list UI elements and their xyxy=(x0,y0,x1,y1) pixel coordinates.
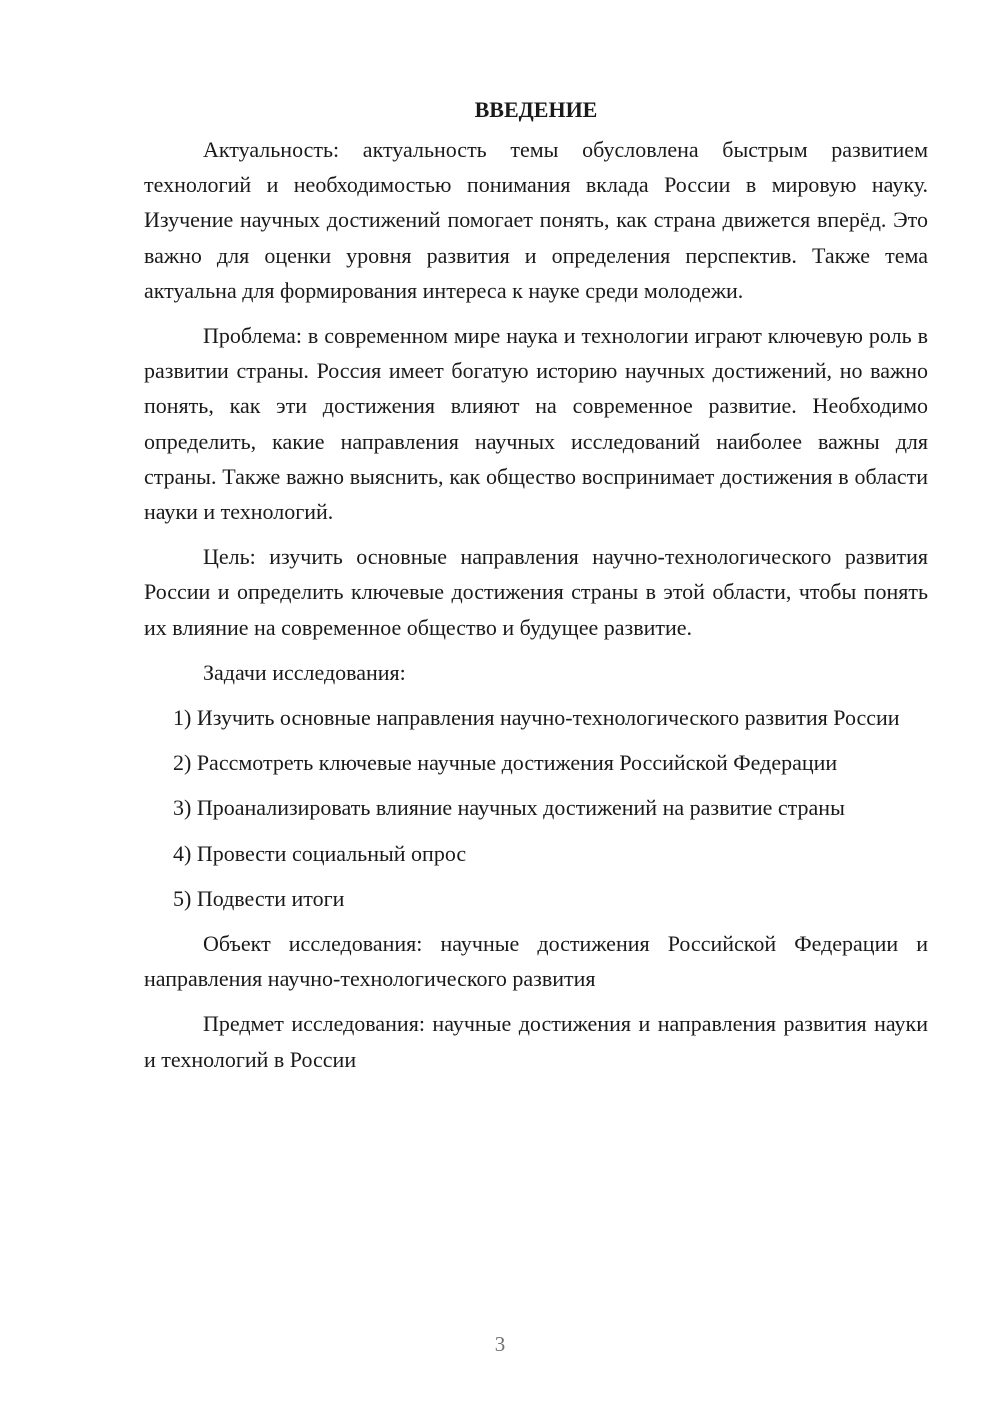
document-page xyxy=(144,92,928,1077)
object-paragraph: Объект исследования: научные достижения Российской Федерации и направления научно-технологического развития xyxy=(144,931,928,992)
tasks-heading: Задачи исследования: xyxy=(203,659,406,685)
goal-paragraph: Цель: изучить основные направления научно-технологического развития России и определить ключевые достижения страны в этой области, чтобы понять их влияние на современное общество и будущее развитие. xyxy=(144,544,928,640)
relevance-paragraph: Актуальность: актуальность темы обусловлена быстрым развитием технологий и необходимостью понимания вклада России в мировую науку. Изучение научных достижений помогает понять, как страна движется вперёд. Это важно для оценки уровня развития и определения перспектив. Также тема актуальна для формирования интереса к науке среди молодежи. xyxy=(144,137,928,303)
task-item-2: 2) Рассмотреть ключевые научные достижения Российской Федерации xyxy=(173,750,838,776)
subject-paragraph: Предмет исследования: научные достижения и направления развития науки и технологий в России xyxy=(144,1011,928,1072)
task-item-3: 3) Проанализировать влияние научных достижений на развитие страны xyxy=(173,795,845,821)
problem-paragraph: Проблема: в современном мире наука и технологии играют ключевую роль в развитии страны. Россия имеет богатую историю научных достижений, но важно понять, как эти достижения влияют на современное развитие. Необходимо определить, какие направления научных исследований наиболее важны для страны. Также важно выяснить, как общество воспринимает достижения в области науки и технологий. xyxy=(144,323,928,525)
page-number: 3 xyxy=(494,1332,506,1356)
section-title: ВВЕДЕНИЕ xyxy=(474,97,598,122)
task-item-4: 4) Провести социальный опрос xyxy=(173,840,467,866)
task-item-5: 5) Подвести итоги xyxy=(173,885,345,911)
task-item-1: 1) Изучить основные направления научно-технологического развития России xyxy=(173,705,900,731)
